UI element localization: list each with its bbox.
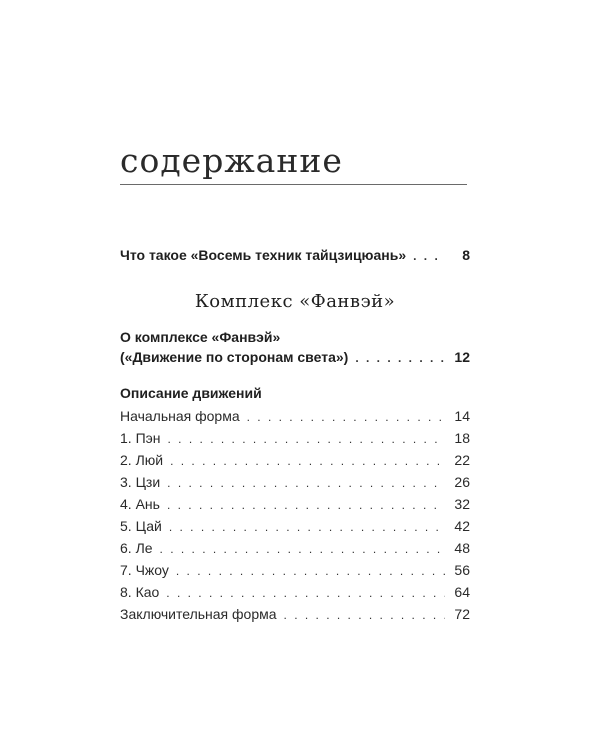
leader-dots [176, 561, 445, 581]
leader-dots [167, 473, 445, 493]
leader-dots [284, 605, 445, 625]
section-title: Комплекс «Фанвэй» [194, 291, 396, 312]
page-title: содержание [120, 141, 343, 180]
leader-dots [169, 517, 445, 537]
leader-dots [160, 539, 445, 559]
leader-dots [167, 495, 445, 515]
movements-heading: Описание движений [120, 385, 262, 401]
leader-dots [355, 348, 445, 368]
title-divider [120, 184, 467, 185]
toc-entry-label: 1. Пэн [120, 430, 161, 446]
leader-dots [168, 429, 445, 449]
toc-entry[interactable] [120, 538, 470, 559]
toc-entry-label: 4. Ань [120, 496, 160, 512]
toc-entry-page: 72 [454, 606, 470, 622]
toc-entry-about[interactable] [120, 347, 470, 368]
leader-dots [170, 451, 445, 471]
toc-entry[interactable] [120, 494, 470, 515]
toc-entry-page: 14 [454, 408, 470, 424]
toc-entry-page: 56 [454, 562, 470, 578]
toc-entry-label: 7. Чжоу [120, 562, 169, 578]
toc-entry-page: 42 [454, 518, 470, 534]
toc-entry-label: Начальная форма [120, 408, 240, 424]
toc-entry-label: Что такое «Восемь техник тайцзицюань» [120, 247, 407, 263]
toc-entry[interactable] [120, 604, 470, 625]
toc-entry-label: Заключительная форма [120, 606, 277, 622]
toc-entry-page: 12 [454, 349, 470, 365]
toc-entry-page: 26 [454, 474, 470, 490]
toc-entry-page: 48 [454, 540, 470, 556]
toc-entry[interactable] [120, 516, 470, 537]
toc-entry-label: 6. Ле [120, 540, 153, 556]
toc-entry[interactable] [120, 428, 470, 449]
toc-entry-intro[interactable] [120, 245, 470, 266]
toc-entry-page: 32 [454, 496, 470, 512]
toc-entry-label: 3. Цзи [120, 474, 161, 490]
toc-entry-page: 64 [454, 584, 470, 600]
toc-entry-label: 5. Цай [120, 518, 162, 534]
toc-entry-page: 22 [454, 452, 470, 468]
toc-entry[interactable] [120, 472, 470, 493]
leader-dots [413, 246, 445, 266]
toc-entry-page: 18 [454, 430, 470, 446]
toc-entry[interactable] [120, 560, 470, 581]
leader-dots [247, 407, 445, 427]
leader-dots [166, 583, 445, 603]
toc-entry-label: 8. Као [120, 584, 160, 600]
toc-entry-label: 2. Люй [120, 452, 164, 468]
about-title-line1[interactable]: О комплексе «Фанвэй» [120, 329, 281, 345]
toc-entry[interactable] [120, 406, 470, 427]
toc-entry[interactable] [120, 450, 470, 471]
toc-entry-label: («Движение по сторонам света») [120, 349, 349, 365]
toc-entry[interactable] [120, 582, 470, 603]
toc-entry-page: 8 [462, 247, 470, 263]
